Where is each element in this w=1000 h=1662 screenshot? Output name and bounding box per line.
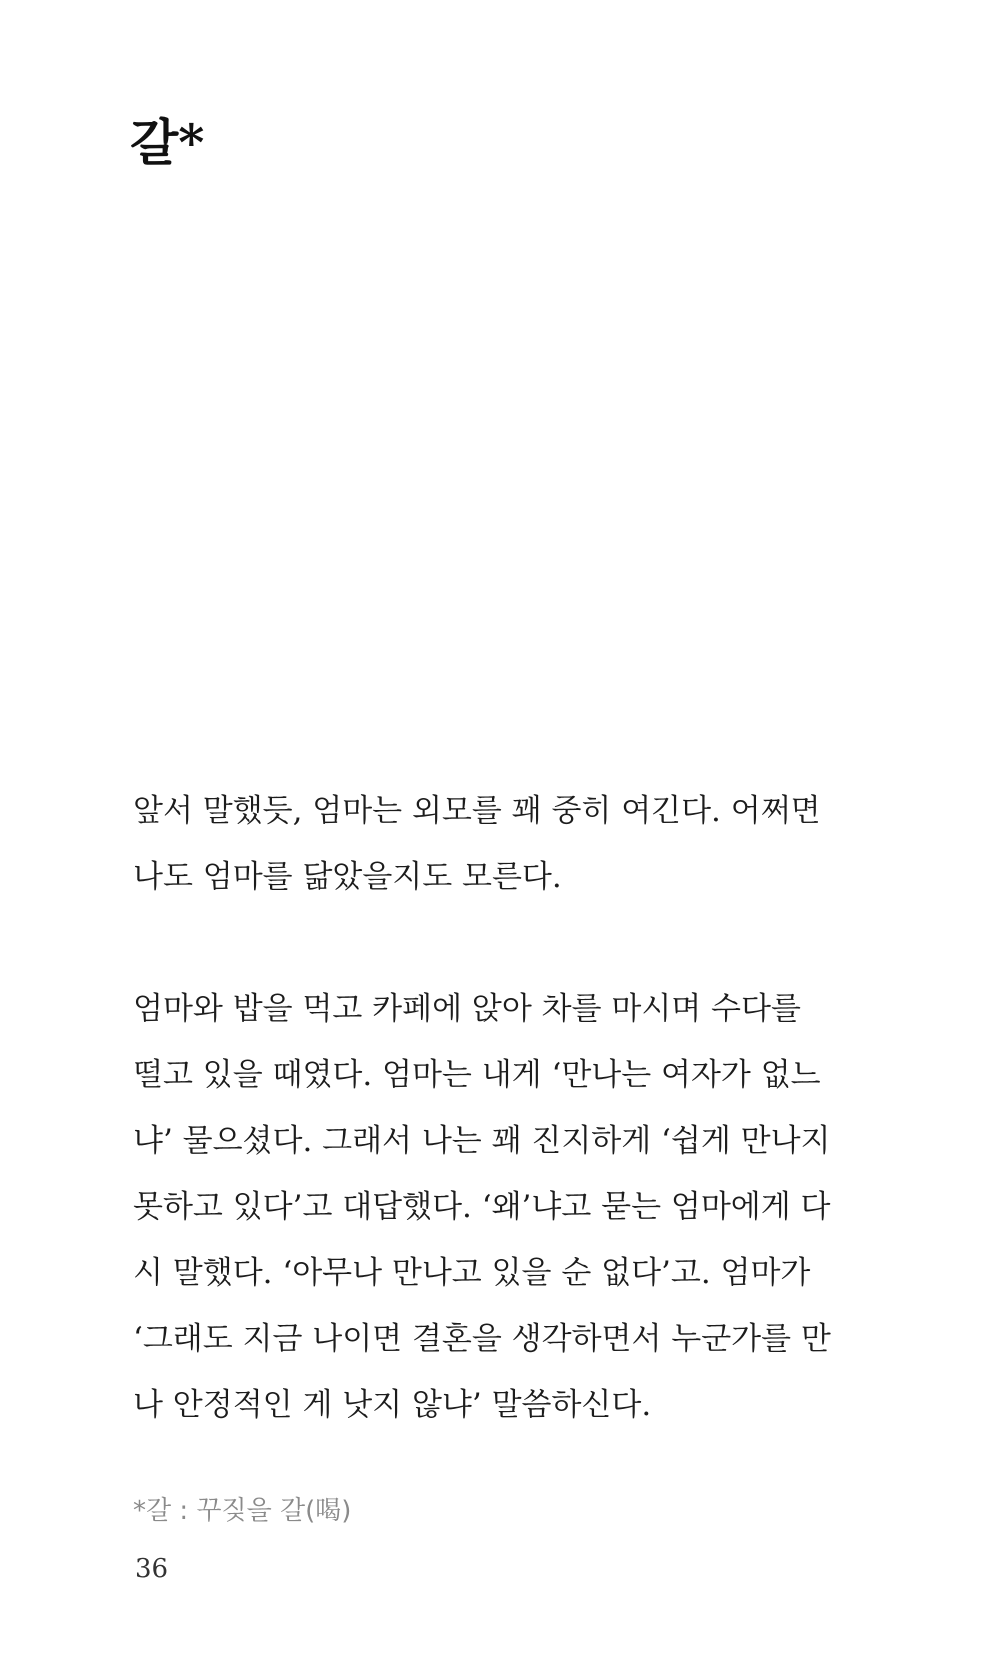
- text-line: ‘그래도 지금 나이면 결혼을 생각하면서 누군가를 만: [133, 1321, 831, 1357]
- text-line: 나도 엄마를 닮았을지도 모른다.: [133, 859, 562, 895]
- text-line: 냐’ 물으셨다. 그래서 나는 꽤 진지하게 ‘쉽게 만나지: [133, 1123, 831, 1159]
- text-line: 못하고 있다’고 대답했다. ‘왜’냐고 묻는 엄마에게 다: [133, 1189, 831, 1225]
- paragraph: [133, 976, 833, 1438]
- page-number: 36: [135, 1554, 169, 1584]
- text-line: 떨고 있을 때였다. 엄마는 내게 ‘만나는 여자가 없느: [133, 1057, 821, 1093]
- paragraph: [133, 778, 833, 910]
- chapter-title: 갈*: [130, 113, 205, 172]
- text-line: 엄마와 밥을 먹고 카페에 앉아 차를 마시며 수다를: [133, 991, 801, 1027]
- text-line: 시 말했다. ‘아무나 만나고 있을 순 없다’고. 엄마가: [133, 1255, 811, 1291]
- footnote: *갈 : 꾸짖을 갈(喝): [133, 1496, 352, 1526]
- body-text: [133, 778, 833, 1438]
- text-line: 앞서 말했듯, 엄마는 외모를 꽤 중히 여긴다. 어쩌면: [133, 793, 821, 829]
- paragraph-gap: [133, 910, 833, 976]
- text-line: 나 안정적인 게 낫지 않냐’ 말씀하신다.: [133, 1387, 652, 1423]
